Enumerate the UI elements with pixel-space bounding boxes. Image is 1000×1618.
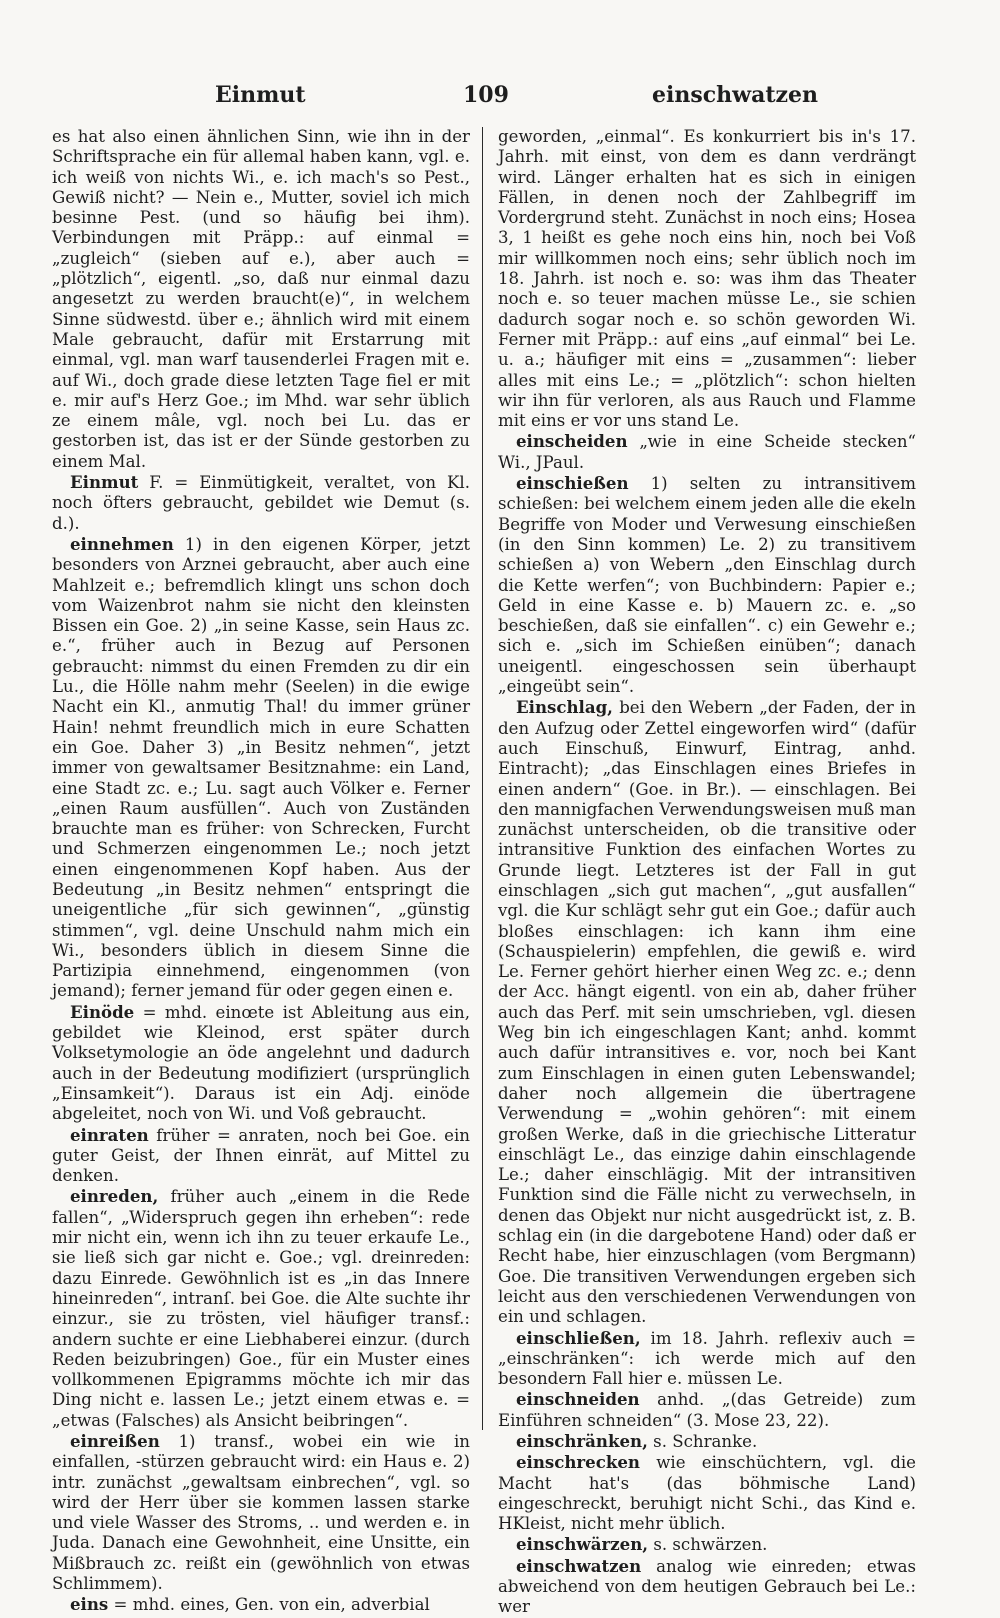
entry-text: früher = anraten, noch bei Goe. ein guter Geist, der Ihnen einrät, auf Mittel zu denken. <box>52 1125 470 1186</box>
entry-paragraph <box>52 127 470 472</box>
entry-headword: einschrecken <box>516 1452 640 1473</box>
entry-headword: einraten <box>70 1124 149 1145</box>
entry-headword: Einmut <box>70 472 139 493</box>
entry-paragraph <box>498 697 916 1327</box>
entry-headword: einreden, <box>70 1186 159 1207</box>
running-header <box>0 82 1000 118</box>
entry-headword: einschließen, <box>516 1327 641 1348</box>
entry-paragraph <box>498 1328 916 1390</box>
entry-text: 1) transf., wobei ein wie in einfallen, -stürzen gebraucht wird: ein Haus e. 2) intr. zunächst „gewaltsam einbrechen“, vgl. so wird der Herr über sie kommen lassen starke und viele Wasser des Stroms, .. und werden e. in Juda. Danach eine Gewohnheit, eine Unsitte, ein Mißbrauch zc. reißt ein (gewöhnlich von etwas Schlimmem). <box>52 1432 470 1594</box>
entry-text: es hat also einen ähnlichen Sinn, wie ihn in der Schriftsprache ein für allemal haben kann, vgl. e. ich weiß von nichts Wi., e. ich mach's so Pest., Gewiß nicht? — Nein e., Mutter, soviel ich mich besinne Pest. (und so häufig bei ihm). Verbindungen mit Präpp.: auf einmal = „zugleich“ (sieben auf e.), aber auch = „plötzlich“, eigentl. „so, daß nur einmal dazu angesetzt zu werden braucht(e)“, in welchem Sinne südwestd. über e.; ähnlich wird mit einem Male gebraucht, dafür mit Erstarrung mit einmal, vgl. man warf tausenderlei Fragen mit e. auf Wi., doch grade diese letzten Tage fiel er mit e. mir auf's Herz Goe.; im Mhd. war sehr üblich ze einem mâle, vgl. noch bei Lu. das er gestorben ist, das ist er der Sünde gestorben zu einem Mal. <box>52 127 470 471</box>
entry-text: s. schwärzen. <box>648 1535 768 1555</box>
entry-text: „wie in eine Scheide stecken“ Wi., JPaul. <box>498 432 916 472</box>
entry-headword: einnehmen <box>70 533 174 554</box>
entry-text: geworden, „einmal“. Es konkurriert bis in's 17. Jahrh. mit einst, von dem es dann verdrängt wird. Länger erhalten hat es sich in einigen Fällen, in denen noch der Zahlbegriff im Vordergrund steht. Zunächst in noch eins; Hosea 3, 1 heißt es gehe noch eins hin, noch bei Voß mir willkommen noch eins; sehr üblich noch im 18. Jahrh. ist noch e. so: was ihm das Theater noch e. so teuer machen müsse Le., sie schien dadurch sogar noch e. so schön geworden Wi. Ferner mit Präpp.: auf eins „auf einmal“ bei Le. u. a.; häufiger mit eins = „zusammen“: lieber alles mit eins Le.; = „plötzlich“: schon hielten wir ihn für verloren, als aus Rauch und Flamme mit eins er vor uns stand Le. <box>498 127 916 431</box>
header-left-catchword: Einmut <box>215 82 306 108</box>
entry-paragraph <box>52 1594 470 1615</box>
entry-paragraph <box>498 1452 916 1534</box>
entry-paragraph <box>498 1556 916 1618</box>
entry-headword: eins <box>70 1594 109 1615</box>
entry-paragraph <box>52 472 470 534</box>
entry-headword: Einschlag, <box>516 697 613 718</box>
page-number: 109 <box>463 82 509 108</box>
entry-paragraph <box>498 1534 916 1555</box>
entry-paragraph <box>52 1431 470 1594</box>
header-right-catchword: einschwatzen <box>652 82 818 108</box>
entry-text: bei den Webern „der Faden, der in den Aufzug oder Zettel eingeworfen wird“ (dafür auch Einschuß, Einwurf, Eintrag, anhd. Eintracht); „das Einschlagen eines Briefes in einen andern“ (Goe. in Br.). — einschlagen. Bei den mannigfachen Verwendungsweisen muß man zunächst unterscheiden, ob die transitive oder intransitive Funktion des einfachen Wortes zu Grunde liegt. Letzteres ist der Fall in gut einschlagen „sich gut machen“, „gut ausfallen“ vgl. die Kur schlägt sehr gut ein Goe.; dafür auch bloßes einschlagen: ich kann ihm eine (Schauspielerin) empfehlen, die gewiß e. wird Le. Ferner gehört hierher einen Weg zc. e.; denn der Acc. hängt eigentl. von ein ab, daher früher auch das Perf. mit sein umschrieben, vgl. diesen Weg bin ich eingeschlagen Kant; anhd. kommt auch dafür intransitives e. vor, noch bei Kant zum Einschlagen in einen guten Lebenswandel; daher noch allgemein die übertragene Verwendung = „wohin gehören“: mit einem großen Werke, daß in die griechische Litteratur einschlägt Le., das einzige dahin einschlagende Le.; daher einschlägig. Mit der intransitiven Funktion sind die Fälle nicht zu verwechseln, in denen das Objekt nur nicht ausgedrückt ist, z. B. schlag ein (in die dargebotene Hand) oder daß er Recht habe, hier einzuschlagen (vom Bergmann) Goe. Die transitiven Verwendungen ergeben sich leicht aus den verschiedenen Verwendungen von ein und schlagen. <box>498 698 916 1327</box>
entry-paragraph <box>498 1389 916 1431</box>
entry-text: F. = Einmütigkeit, veraltet, von Kl. noch öfters gebraucht, gebildet wie Demut (s. d.). <box>52 473 470 533</box>
entry-paragraph <box>498 127 916 431</box>
entry-text: 1) in den eigenen Körper, jetzt besonders von Arznei gebraucht, aber auch eine Mahlzeit e.; befremdlich klingt uns schon doch vom Waizenbrot nahm sie nicht den kleinsten Bissen ein Goe. 2) „in seine Kasse, sein Haus zc. e.“, früher auch in Bezug auf Personen gebraucht: nimmst du einen Fremden zu dir ein Lu., die Hölle nahm mehr (Seelen) in die ewige Nacht ein Kl., anmutig Thal! du immer grüner Hain! nehmt freundlich mich in eure Schatten ein Goe. Daher 3) „in Besitz nehmen“, jetzt immer von gewaltsamer Besitznahme: ein Land, eine Stadt zc. e.; Lu. sagt auch Völker e. Ferner „einen Raum ausfüllen“. Auch von Zuständen brauchte man es früher: von Schrecken, Furcht und Schmerzen eingenommen Le.; noch jetzt einen eingenommenen Kopf haben. Aus der Bedeutung „in Besitz nehmen“ entspringt die uneigentliche „für sich gewinnen“, „günstig stimmen“, vgl. deine Unschuld nahm mich ein Wi., besonders üblich in diesem Sinne die Partizipia einnehmend, eingenommen (von jemand); ferner jemand für oder gegen einen e. <box>52 534 470 1001</box>
entry-headword: einschwatzen <box>516 1555 642 1576</box>
entry-paragraph <box>52 534 470 1002</box>
entry-headword: einschneiden <box>516 1389 640 1410</box>
entry-text: analog wie einreden; etwas abweichend von dem heutigen Gebrauch bei Le.: wer <box>498 1556 916 1617</box>
entry-text: wie einschüchtern, vgl. die Macht hat's (das böhmische Land) eingeschreckt, beruhigt nicht Schi., das Kind e. HKleist, nicht mehr üblich. <box>498 1453 916 1534</box>
entry-text: = mhd. einœte ist Ableitung aus ein, gebildet wie Kleinod, erst später durch Volksetymologie an öde angelehnt und dadurch auch in der Bedeutung modifiziert (ursprünglich „Einsamkeit“). Daraus ist ein Adj. einöde abgeleitet, noch von Wi. und Voß gebraucht. <box>52 1002 470 1124</box>
entry-text: = mhd. eines, Gen. von ein, adverbial <box>108 1595 430 1615</box>
entry-headword: Einöde <box>70 1001 135 1022</box>
entry-paragraph <box>52 1186 470 1431</box>
entry-text: anhd. „(das Getreide) zum Einführen schneiden“ (3. Mose 23, 22). <box>498 1390 916 1430</box>
entry-headword: einschwärzen, <box>516 1534 649 1555</box>
column-divider <box>482 127 483 1430</box>
entry-text: im 18. Jahrh. reflexiv auch = „einschränken“: ich werde mich auf den besondern Fall hier e. müssen Le. <box>498 1328 916 1389</box>
entry-paragraph <box>498 431 916 473</box>
entry-text: früher auch „einem in die Rede fallen“, „Widerspruch gegen ihn erheben“: rede mir nicht ein, wenn ich ihn zu teuer erkaufe Le., sie ließ sich gar nicht e. Goe.; vgl. dreinreden: dazu Einrede. Gewöhnlich ist es „in das Innere hineinreden“, intranſ. bei Goe. die Alte suchte ihr einzur., sie zu trösten, viel häufiger transf.: andern suchte er eine Liebhaberei einzur. (durch Reden beizubringen) Goe., für ein Muster eines vollkommenen Epigramms möchte ich mir das Ding nicht e. lassen Le.; jetzt einem etwas e. = „etwas (Falsches) als Ansicht beibringen“. <box>52 1187 470 1430</box>
left-column <box>52 127 470 1615</box>
entry-text: 1) selten zu intransitivem schießen: bei welchem einem jeden alle die ekeln Begriffe von Moder und Verwesung einschießen (in den Sinn kommen) Le. 2) zu transitivem schießen a) von Webern „den Einschlag durch die Kette werfen“; von Buchbindern: Papier e.; Geld in eine Kasse e. b) Mauern zc. e. „so beschießen, daß sie einfallen“. c) ein Gewehr e.; sich e. „sich im Schießen einüben“; danach uneigentl. eingeschossen sein überhaupt „eingeübt sein“. <box>498 474 916 697</box>
entry-paragraph <box>52 1125 470 1187</box>
entry-headword: einreißen <box>70 1431 160 1451</box>
right-column <box>498 127 916 1617</box>
entry-paragraph <box>498 473 916 697</box>
entry-headword: einschießen <box>516 473 629 494</box>
entry-headword: einscheiden <box>516 431 628 452</box>
entry-paragraph <box>52 1002 470 1125</box>
entry-headword: einschränken, <box>516 1431 648 1451</box>
entry-paragraph <box>498 1431 916 1452</box>
entry-text: s. Schranke. <box>647 1432 758 1451</box>
